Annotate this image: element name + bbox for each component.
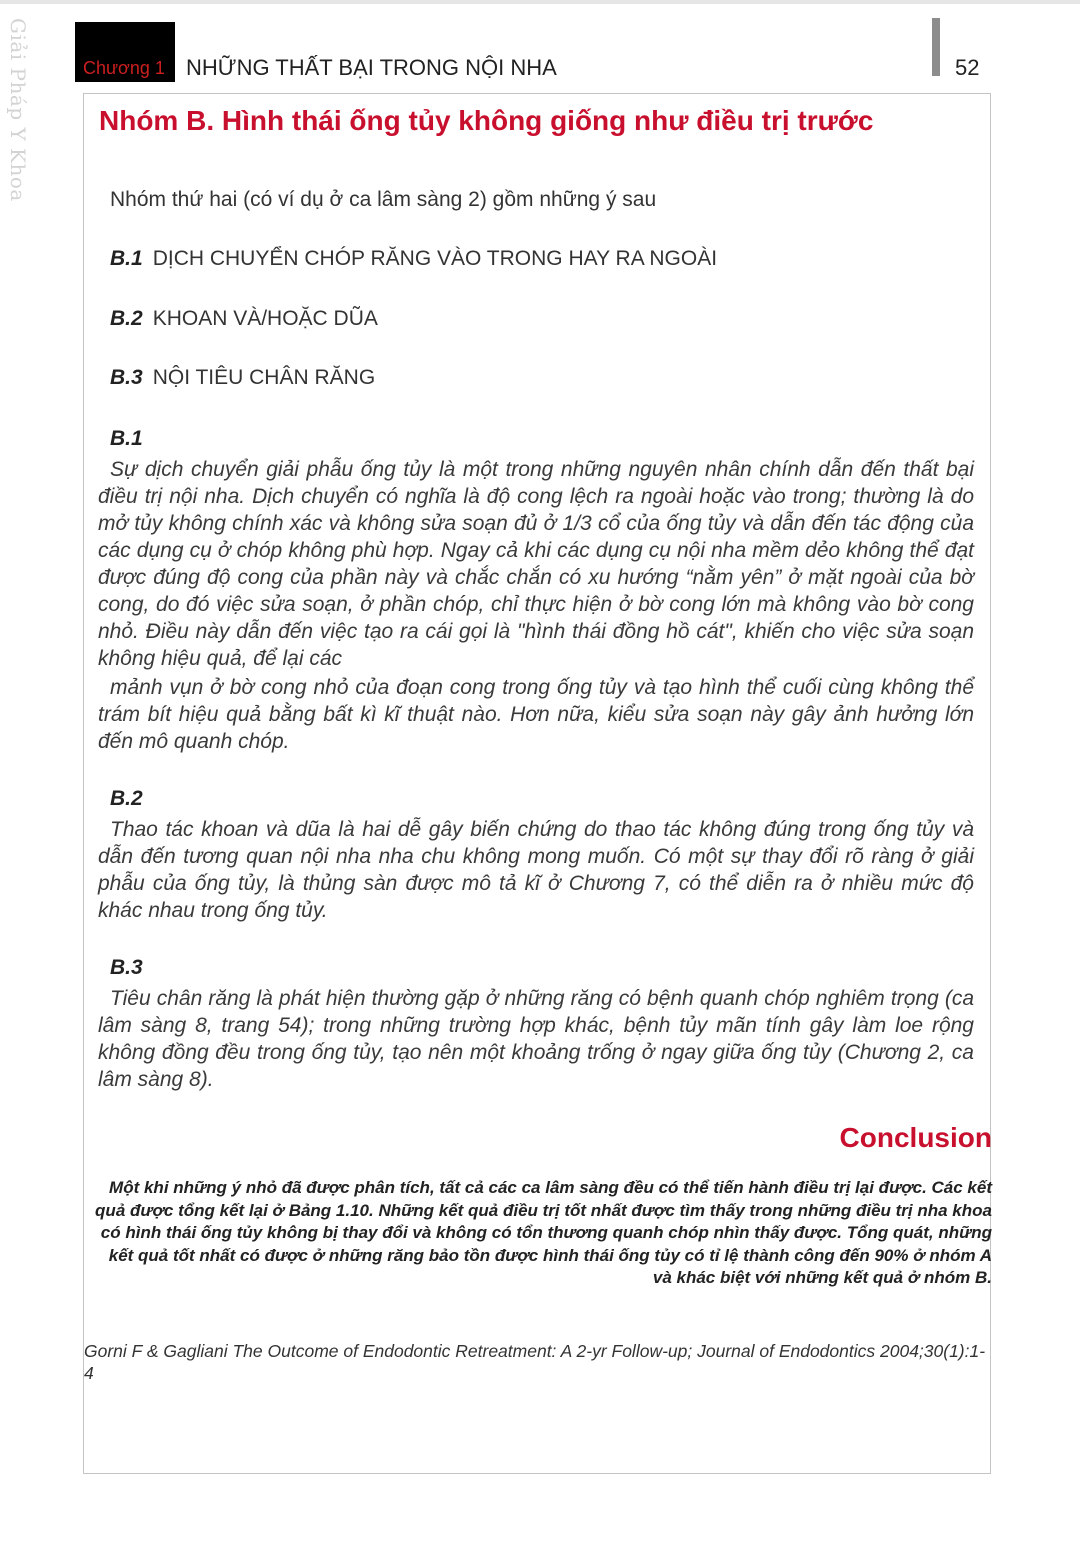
list-item-number: B.3 [110, 366, 143, 389]
paragraph-b1-part1: Sự dịch chuyển giải phẫu ống tủy là một trong những nguyên nhân chính dẫn đến thất bại điều trị nội nha. Dịch chuyển có nghĩa là độ cong lệch ra ngoài hoặc vào trong; thường là do mở tủy không chính xác và không sửa soạn đủ ở 1/3 cổ của ống tủy và dẫn đến tác động của các dụng cụ ở chóp không phù hợp. Ngay cả khi các dụng cụ nội nha mềm dẻo không thể đạt được đúng độ cong của phần này và chắc chắn có xu hướng “nằm yên” ở mặt ngoài của bờ cong, do đó việc sửa soạn, ở phần chóp, chỉ thực hiện ở bờ cong lớn mà không vào bờ cong nhỏ. Điều này dẫn đến việc tạo ra cái gọi là "hình thái đồng hồ cát", khiến cho việc sửa soạn không hiệu quả, để lại các [98, 458, 974, 670]
list-item [110, 307, 378, 331]
list-item-number: B.1 [110, 247, 143, 270]
list-item-text: KHOAN VÀ/HOẶC DŨA [152, 307, 378, 330]
section-intro: Nhóm thứ hai (có ví dụ ở ca lâm sàng 2) gồm những ý sau [110, 188, 657, 211]
reference-citation: Gorni F & Gagliani The Outcome of Endodontic Retreatment: A 2-yr Follow-up; Journal of Endodontics 2004;30(1):1-4 [84, 1341, 986, 1383]
paragraph-b3: Tiêu chân răng là phát hiện thường gặp ở những răng có bệnh quanh chóp nghiêm trọng (ca lâm sàng 8, trang 54); trong những trường hợp khác, bệnh tủy mãn tính gây làm loe rộng không đồng đều trong ống tủy, tạo nên một khoảng trống ở ngay giữa ống tủy (Chương 2, ca lâm sàng 8). [98, 987, 974, 1091]
paragraph-b1-part2: mảnh vụn ở bờ cong nhỏ của đoạn cong trong ống tủy và tạo hình thể cuối cùng không thể trám bít hiệu quả bằng bất kì kĩ thuật nào. Hơn nữa, kiểu sửa soạn này gây ảnh hưởng lớn đến mô quanh chóp. [98, 676, 974, 753]
section-title: Nhóm B. Hình thái ống tủy không giống như điều trị trước [99, 105, 874, 136]
list-item-number: B.2 [110, 307, 143, 330]
list-item [110, 366, 375, 390]
list-item-text: DỊCH CHUYỂN CHÓP RĂNG VÀO TRONG HAY RA NGOÀI [152, 247, 718, 270]
running-title: NHỮNG THẤT BẠI TRONG NỘI NHA [186, 55, 557, 80]
page-number: 52 [955, 55, 980, 80]
side-watermark: Giải Pháp Y Khoa [6, 18, 30, 202]
top-edge-bar [0, 0, 1080, 4]
paragraph-b2: Thao tác khoan và dũa là hai dễ gây biến chứng do thao tác không đúng trong ống tủy và dẫn đến tương quan nội nha nha chu không mong muốn. Có một sự thay đổi rõ ràng ở giải phẫu của ống tủy, là thủng sàn được mô tả kĩ ở Chương 7, có thể diễn ra ở nhiều mức độ khác nhau trong ống tủy. [98, 818, 974, 922]
header-divider [932, 18, 940, 76]
list-item [110, 247, 717, 271]
conclusion-title: Conclusion [839, 1122, 992, 1153]
list-item-text: NỘI TIÊU CHÂN RĂNG [152, 366, 376, 389]
subsection-heading-b1: B.1 [110, 427, 143, 450]
chapter-label: Chương 1 [83, 58, 165, 78]
subsection-heading-b2: B.2 [110, 787, 143, 810]
conclusion-text: Một khi những ý nhỏ đã được phân tích, tất cả các ca lâm sàng đều có thể tiến hành điều trị lại được. Các kết quả được tổng kết lại ở Bảng 1.10. Những kết quả điều trị tốt nhất được tìm thấy trong những điều trị nha khoa có hình thái ống tủy không bị thay đổi và không có tổn thương quanh chóp nhìn thấy được. Tổng quát, những kết quả tốt nhất có được ở những răng bảo tồn được hình thái ống tủy có tỉ lệ thành công đến 90% ở nhóm A và khác biệt với những kết quả ở nhóm B. [95, 1178, 992, 1287]
subsection-heading-b3: B.3 [110, 956, 143, 979]
